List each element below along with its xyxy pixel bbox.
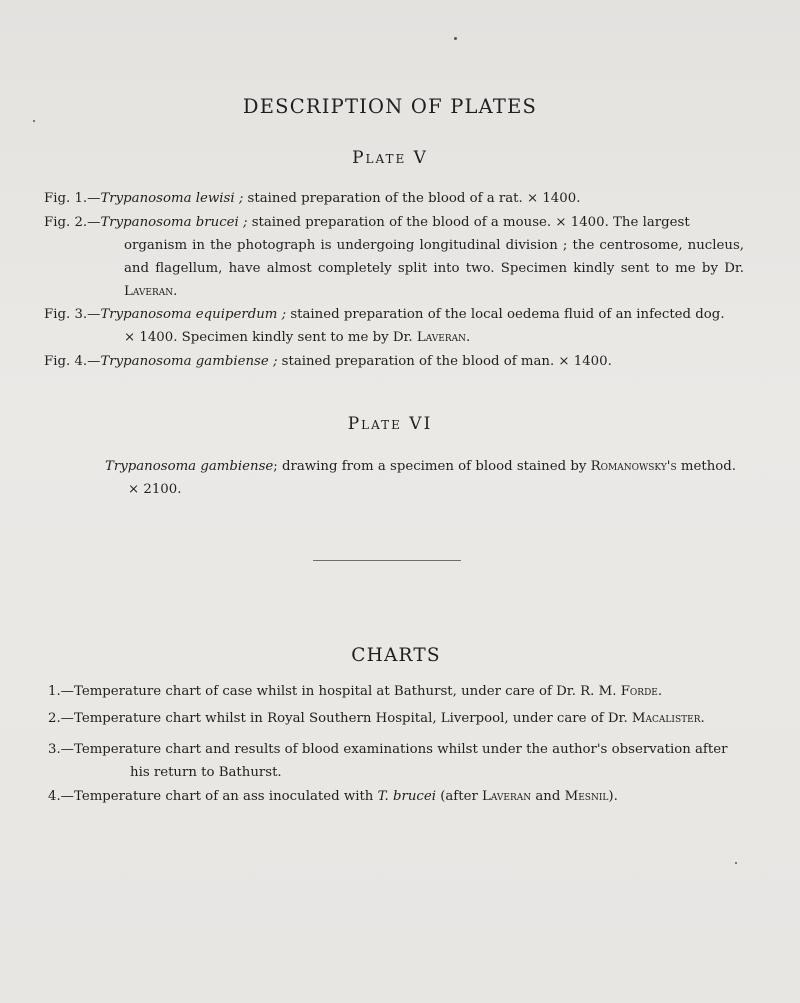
fig-continuation: × 1400. Specimen kindly sent to me by Dr. — [124, 330, 417, 345]
author-name: Laveran — [416, 330, 466, 345]
author-name: Laveran — [482, 789, 532, 804]
author-name: Laveran — [124, 284, 174, 299]
fig-continuation: organism in the photograph is undergoing longitudinal division ; the centrosome, nucleus, and flagellum, have almost completely split into two. Specimen kindly sent to me by Dr. — [124, 238, 744, 276]
species-name: Trypanosoma gambiense — [105, 459, 274, 474]
paper-speck — [33, 120, 35, 122]
fig-label: Fig. 4.— — [44, 354, 101, 369]
fig-text: stained preparation of the local oedema fluid of an infected dog. — [286, 307, 725, 322]
paper-speck — [735, 862, 737, 864]
species-name: T. brucei — [377, 789, 436, 804]
plate-vi-description: Trypanosoma gambiense; drawing from a specimen of blood stained by Romanowsky's method. × 2100. — [105, 455, 735, 501]
plate-vi-heading: Plate VI — [347, 414, 433, 434]
plate-v-fig-3: Fig. 3.—Trypanosoma equiperdum ; stained preparation of the local oedema fluid of an infected dog. × 1400. Specimen kindly sent to me by Dr. Laveran. — [44, 307, 725, 345]
chart-item-3: 3.—Temperature chart and results of blood examinations whilst under the author's observation after his return to Bathurst. — [48, 742, 728, 780]
species-name: Trypanosoma brucei ; — [100, 215, 248, 230]
magnification: × 2100. — [128, 482, 182, 497]
fig-label: Fig. 3.— — [44, 307, 101, 322]
plate-v-fig-1 — [44, 187, 744, 210]
species-name: Trypanosoma equiperdum ; — [100, 307, 287, 322]
fig-text: stained preparation of the blood of a mouse. × 1400. The largest — [247, 215, 690, 230]
page-title: DESCRIPTION OF PLATES — [242, 95, 538, 118]
species-name: Trypanosoma lewisi ; — [100, 191, 244, 206]
charts-heading: CHARTS — [351, 645, 441, 666]
chart-item-2: 2.—Temperature chart whilst in Royal Southern Hospital, Liverpool, under care of Dr. Macalister. — [48, 711, 705, 726]
author-name: Forde — [620, 684, 658, 699]
fig-text: stained preparation of the blood of a rat. × 1400. — [243, 191, 581, 206]
plate-v-fig-2: Fig. 2.—Trypanosoma brucei ; stained preparation of the blood of a mouse. × 1400. The largest organism in the photograph is undergoing longitudinal division ; the centrosome, nucleus, and flagellum, have almost completely split into two. Specimen kindly sent to me by Dr. Laveran. — [44, 215, 744, 299]
fig-text: stained preparation of the blood of man. × 1400. — [277, 354, 612, 369]
chart-item-4: 4.—Temperature chart of an ass inoculated with T. brucei (after Laveran and Mesnil). — [48, 789, 618, 804]
species-name: Trypanosoma gambiense ; — [100, 354, 278, 369]
plate-v-fig-4 — [44, 350, 744, 373]
paper-speck — [454, 37, 457, 40]
chart-item-1: 1.—Temperature chart of case whilst in hospital at Bathurst, under care of Dr. R. M. Forde. — [48, 684, 663, 699]
plate-v-heading: Plate V — [352, 148, 428, 168]
author-name: Romanowsky's — [590, 459, 677, 474]
fig-label: Fig. 2.— — [44, 215, 101, 230]
fig-label: Fig. 1.— — [44, 191, 101, 206]
author-name: Macalister — [631, 711, 701, 726]
section-divider — [313, 560, 461, 561]
author-name: Mesnil — [564, 789, 609, 804]
